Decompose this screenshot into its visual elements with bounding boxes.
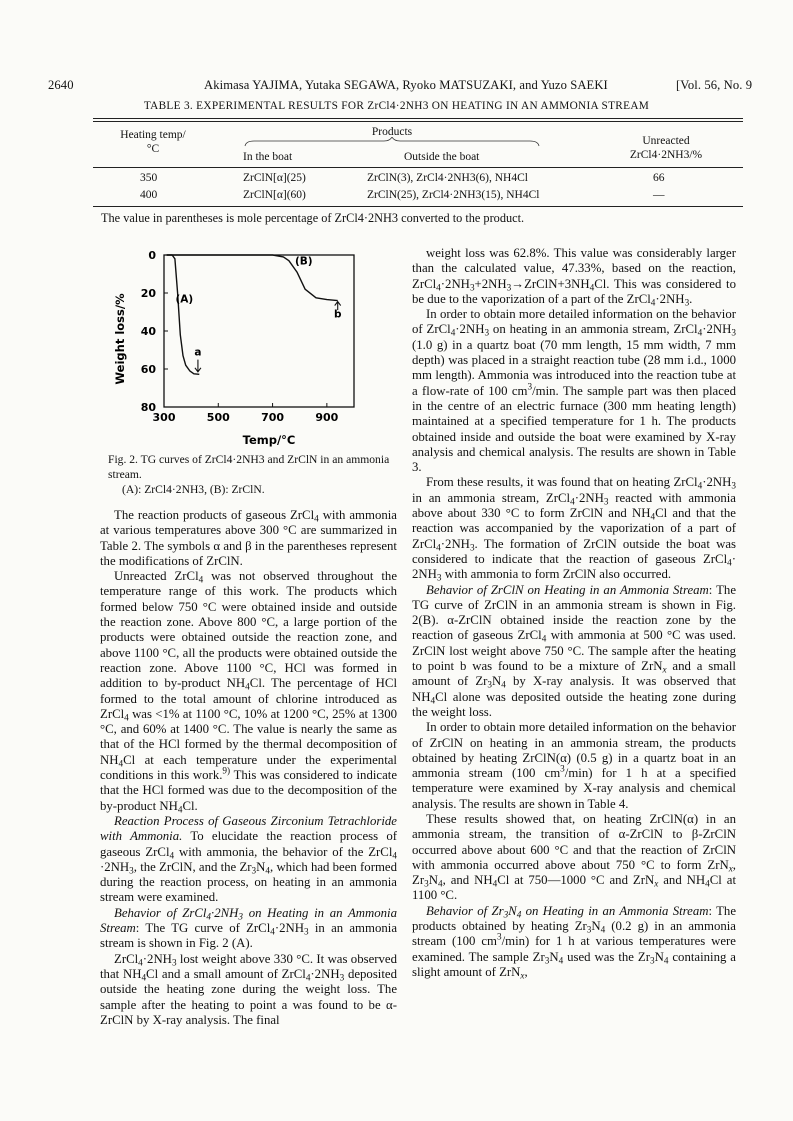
row-unreacted: 66 xyxy=(653,172,665,184)
row-outside: ZrClN(25), ZrCl4·2NH3(15), NH4Cl xyxy=(367,189,540,201)
col-head-heating: Heating temp/°C xyxy=(120,129,186,155)
y-tick-label: 0 xyxy=(148,249,156,262)
tg-chart xyxy=(108,245,398,451)
table-bottom-rule xyxy=(93,206,743,207)
row-outside: ZrClN(3), ZrCl4·2NH3(6), NH4Cl xyxy=(367,172,528,184)
annotation-label: a xyxy=(194,346,202,359)
figure-caption-line1: Fig. 2. TG curves of ZrCl4·2NH3 and ZrClN in an ammonia stream. xyxy=(108,453,390,481)
row-unreacted: — xyxy=(653,189,665,201)
running-authors: Akimasa YAJIMA, Yutaka SEGAWA, Ryoko MATSUZAKI, and Yuzo SAEKI xyxy=(204,78,608,92)
page-number: 2640 xyxy=(48,78,74,92)
products-brace xyxy=(244,137,540,147)
row-in-boat: ZrClN[α](25) xyxy=(243,172,306,184)
plot-frame xyxy=(164,255,354,407)
annotation-label: b xyxy=(333,308,342,321)
left-column-text: The reaction products of gaseous ZrCl$_4$ with ammonia at various temperatures above 300 °C are summarized in Table 2. The symbols α and β in the parentheses represent the modifications of ZrClN. Unreacted ZrCl$_4$ was not observed throughout the temperature range of this work. The products which formed below 750 °C were obtained inside and outside the reaction zone. Above 800 °C, a large portion of the products were obtained outside the reaction zone, and above 1100 °C, all the products were obtained outside the reaction zone. Above 1100 °C, HCl was formed in addition to by-product $NH_4Cl$. The percentage of HCl formed to the total amount of chlorine introduced as ZrCl$_4$ was <1% at 1100 °C, 10% at 1200 °C, 25% at 1300 °C, and 60% at 1400 °C. The value is nearly the same as that of the HCl formed by the thermal decomposition of $NH_4Cl$ at each temperature under the experimental conditions in this work.$^{9)}$ This was considered to indicate that the HCl formed was due to the decomposition of the by-product $NH_4Cl$. Reaction Process of Gaseous Zirconium Tetrachloride with Ammonia. To elucidate the reaction process of gaseous ZrCl$_4$ with ammonia, the behavior of the ZrCl$_4$ $\cdot 2NH_3$, the ZrClN, and the $Zr_3N_4$, which had been formed during the reaction process, on heating in an ammonia stream were examined. Behavior of $ZrCl_4\cdot 2NH_3$ on Heating in an Ammonia Stream: The TG curve of $ZrCl_4\cdot 2NH_3$ in an ammonia stream is shown in Fig. 2 (A). $ZrCl_4\cdot 2NH_3$ lost weight above 330 °C. It was observed that $NH_4Cl$ and a small amount of $ZrCl_4\cdot 2NH_3$ deposited outside the heating zone during the weight loss. The sample after the heating to point a was found to be α-ZrClN by X-ray analysis. The final xyxy=(100,508,398,1027)
y-tick-label: 60 xyxy=(140,363,156,376)
x-tick-label: 900 xyxy=(315,411,339,424)
col-head-in-boat: In the boat xyxy=(243,151,293,163)
table-caption: TABLE 3. EXPERIMENTAL RESULTS FOR ZrCl4·2NH3 ON HEATING IN AN AMMONIA STREAM xyxy=(143,100,650,112)
y-axis-label: Weight loss/% xyxy=(113,293,127,385)
x-tick-label: 300 xyxy=(152,411,176,424)
y-tick-label: 40 xyxy=(140,325,156,338)
x-tick-label: 500 xyxy=(206,411,230,424)
volume-info: [Vol. 56, No. 9 xyxy=(676,78,753,92)
annotation-label: (A) xyxy=(175,293,194,306)
y-tick-label: 80 xyxy=(140,401,156,414)
figure-caption-line2: (A): ZrCl4·2NH3, (B): ZrClN. xyxy=(122,483,265,496)
col-head-outside: Outside the boat xyxy=(404,151,480,163)
x-tick-label: 700 xyxy=(261,411,285,424)
row-in-boat: ZrClN[α](60) xyxy=(243,189,306,201)
annotation-label: (B) xyxy=(294,255,313,268)
col-head-products: Products xyxy=(371,126,413,138)
row-temp: 350 xyxy=(140,172,158,184)
right-column-text: weight loss was 62.8%. This value was considerably larger than the calculated value, 47.33%, based on the reaction, $ZrCl_4\cdot 2NH_3+2NH_3\to ZrClN+3NH_4Cl$. This was considered to be due to the vaporization of a part of the $ZrCl_4\cdot 2NH_3$. In order to obtain more detailed information on the behavior of $ZrCl_4\cdot 2NH_3$ on heating in an ammonia stream, $ZrCl_4\cdot 2NH_3$ (1.0 g) in a quartz boat (70 mm length, 15 mm width, 7 mm depth) was placed in a straight reaction tube (28 mm i.d., 1000 mm length). Ammonia was introduced into the reaction tube at a flow-rate of 100 $cm^3/\min$. The sample part was then placed in the centre of an electric furnace (300 mm heating length) maintained at a specified temperature for 1 h. The products obtained inside and outside the boat were examined by X-ray analysis and chemical analysis. The results are shown in Table 3. From these results, it was found that on heating $ZrCl_4\cdot 2NH_3$ in an ammonia stream, $ZrCl_4\cdot 2NH_3$ reacted with ammonia above about 330 °C to form ZrClN and $NH_4Cl$ and that the reaction was accompanied by the vaporization of a part of $ZrCl_4\cdot 2NH_3$. The formation of ZrClN outside the boat was considered to indicate that the reaction of gaseous ZrCl$_4$· $2NH_3$ with ammonia to form ZrClN also occurred. Behavior of ZrClN on Heating in an Ammonia Stream: The TG curve of ZrClN in an ammonia stream is shown in Fig. 2(B). α-ZrClN obtained inside the reaction zone by the reaction of gaseous ZrCl$_4$ with ammonia at 500 °C was used. ZrClN lost weight above 750 °C. The sample after the heating to point b was found to be a mixture of ZrN$_x$ and a small amount of $Zr_3N_4$ by X-ray analysis. It was observed that $NH_4Cl$ alone was deposited outside the heating zone during the weight loss. In order to obtain more detailed information on the behavior of ZrClN on heating in an ammonia stream, the products obtained by heating ZrClN(α) (0.5 g) in a quartz boat in an ammonia stream (100 $cm^3/\min$) for 1 h at a specified temperature were examined by X-ray analysis and chemical analysis. The results are shown in Table 4. These results showed that, on heating ZrClN(α) in an ammonia stream, the transition of α-ZrClN to β-ZrClN occurred above about 600 °C and that the reaction of ZrClN with ammonia occurred above about 750 °C to form ZrN$_x$, $Zr_3N_4$, and $NH_4Cl$ at 750—1000 °C and ZrN$_x$ and $NH_4Cl$ at 1100 °C. Behavior of $Zr_3N_4$ on Heating in an Ammonia Stream: The products obtained by heating $Zr_3N_4$ (0.2 g) in an ammonia stream (100 $cm^3/\min$) for 1 h at various temperatures were examined. The sample $Zr_3N_4$ used was the $Zr_3N_4$ containing a slight amount of ZrN$_x$, xyxy=(412,246,737,981)
table-top-rule xyxy=(93,118,743,119)
table-top-rule-2 xyxy=(93,121,743,122)
y-tick-label: 20 xyxy=(140,287,156,300)
table-mid-rule xyxy=(93,167,743,168)
point-a-arrow xyxy=(195,360,201,372)
row-temp: 400 xyxy=(140,189,158,201)
col-head-unreacted: Unreacted ZrCl4·2NH3/% xyxy=(629,135,703,161)
table-note: The value in parentheses is mole percentage of ZrCl4·2NH3 converted to the product. xyxy=(101,211,525,225)
x-axis-label: Temp/°C xyxy=(242,433,296,447)
figure-caption xyxy=(108,452,398,497)
